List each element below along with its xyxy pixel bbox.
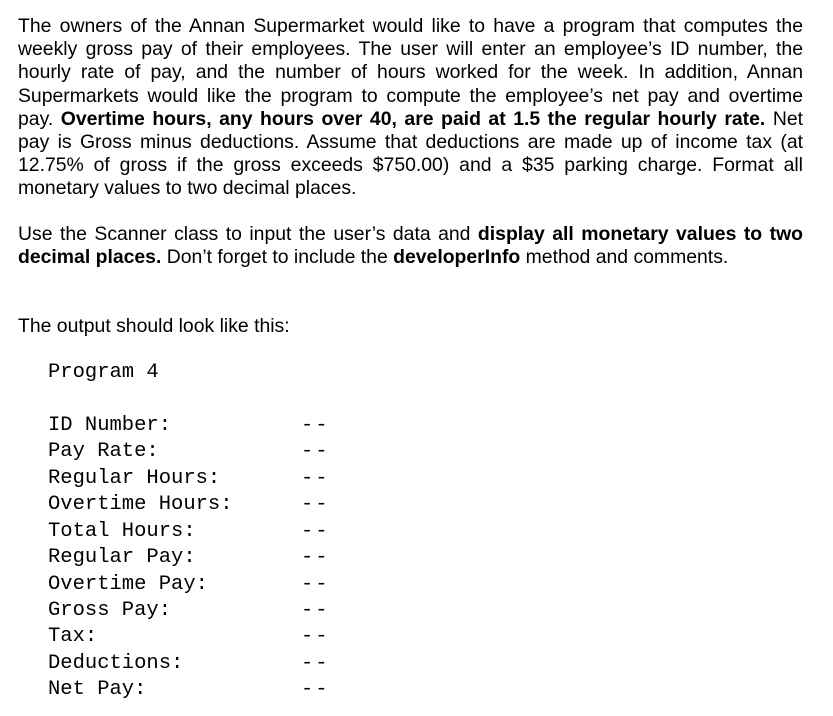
output-value: -- xyxy=(301,599,330,622)
output-value: -- xyxy=(301,652,330,675)
output-value: -- xyxy=(301,546,330,569)
output-label: ID Number: xyxy=(48,414,172,437)
instructions-text-2: Don’t forget to include the xyxy=(161,246,394,269)
instructions-text-3: method and comments. xyxy=(520,246,729,269)
output-label: Net Pay: xyxy=(48,678,147,701)
instructions-bold-2: developerInfo xyxy=(393,246,521,269)
output-row-pay-rate xyxy=(48,440,338,466)
output-value: -- xyxy=(301,467,330,490)
instructions-bold-1: display all monetary values to two decimal places. xyxy=(18,223,803,269)
instructions-text-1: Use the Scanner class to input the user’s data and xyxy=(18,223,478,245)
overtime-rule-text: Overtime hours, any hours over 40, are paid at 1.5 the regular hourly rate. xyxy=(60,107,766,130)
output-value: -- xyxy=(301,625,330,648)
output-row-overtime-pay xyxy=(48,573,338,599)
sample-output-title: Program 4 xyxy=(48,361,159,384)
assignment-description xyxy=(18,15,803,201)
output-row-total-hours xyxy=(48,520,338,546)
output-label: Deductions: xyxy=(48,652,184,675)
output-row-regular-pay xyxy=(48,546,338,572)
output-row-id-number xyxy=(48,414,338,440)
assignment-instructions xyxy=(18,223,803,269)
output-row-regular-hours xyxy=(48,467,338,493)
output-value: -- xyxy=(301,678,330,701)
output-value: -- xyxy=(301,414,330,437)
output-row-tax xyxy=(48,625,338,651)
output-row-gross-pay xyxy=(48,599,338,625)
output-label: Overtime Pay: xyxy=(48,573,208,596)
output-row-overtime-hours xyxy=(48,493,338,519)
output-value: -- xyxy=(301,493,330,516)
output-value: -- xyxy=(301,520,330,543)
output-label: Regular Hours: xyxy=(48,467,221,490)
output-label: Pay Rate: xyxy=(48,440,159,463)
description-text: The owners of the Annan Supermarket would like to have a program that computes the weekly gross pay of their employees. The user will enter an employee’s ID number, the hourly rate of pay, and the number of hours worked for the week. In addition, Annan Supermarkets would like the program to compute the employee’s net pay and overtime pay. xyxy=(18,15,803,130)
output-value: -- xyxy=(301,440,330,463)
output-label: Total Hours: xyxy=(48,520,196,543)
output-value: -- xyxy=(301,573,330,596)
net-pay-rule-text: Net pay is Gross minus deductions. Assume that deductions are made up of income tax (at 12.75% of gross if the gross exceeds $750.00) and a $35 parking charge. Format all monetary values to two decimal places. xyxy=(18,107,803,200)
output-label: Overtime Hours: xyxy=(48,493,233,516)
output-label: Regular Pay: xyxy=(48,546,196,569)
output-label: Gross Pay: xyxy=(48,599,172,622)
output-intro: The output should look like this: xyxy=(18,315,290,337)
output-row-net-pay xyxy=(48,678,338,704)
output-label: Tax: xyxy=(48,625,98,648)
output-row-deductions xyxy=(48,652,338,678)
